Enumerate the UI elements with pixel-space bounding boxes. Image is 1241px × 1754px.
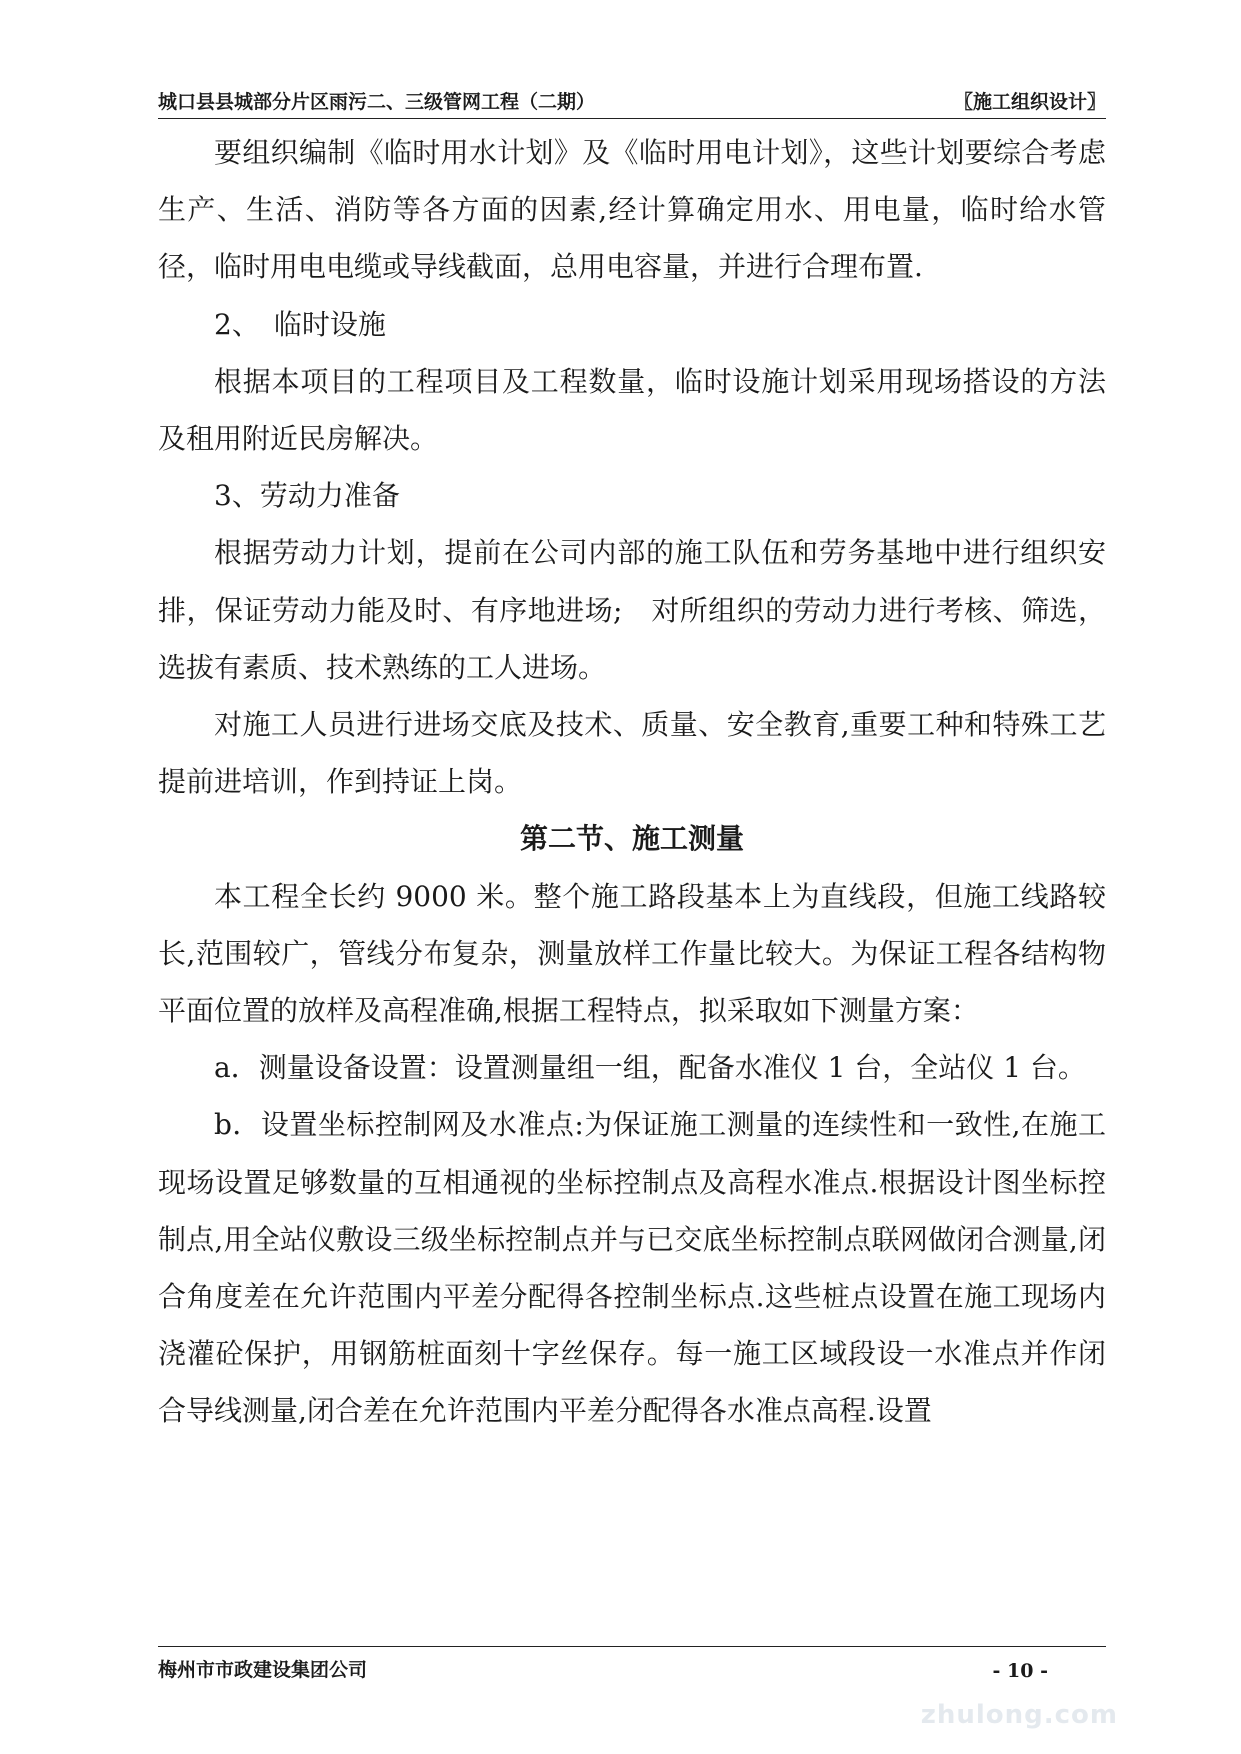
subheading-temporary-facilities: 2、 临时设施 [214,307,386,341]
header-project-title: 城口县县城部分片区雨污二、三级管网工程（二期） [158,91,596,113]
paragraph-control-network: b．设置坐标控制网及水准点:为保证施工测量的连续性和一致性,在施工现场设置足够数量的互相通视的坐标控制点及高程水准点.根据设计图坐标控制点,用全站仪敷设三级坐标控制点并与已交底坐标控制点联网做闭合测量,闭合角度差在允许范围内平差分配得各控制坐标点.这些桩点设置在施工现场内浇灌砼保护，用钢筋桩面刻十字丝保存。每一施工区域段设一水准点并作闭合导线测量,闭合差在允许范围内平差分配得各水准点高程.设置 [158,1108,1106,1428]
document-body [158,124,1106,1440]
paragraph-temporary-facilities: 根据本项目的工程项目及工程数量，临时设施计划采用现场搭设的方法及租用附近民房解决。 [158,364,1106,456]
header-doc-type: 〖施工组织设计〗 [953,91,1106,113]
page-footer [158,1646,1106,1682]
section-title: 第二节、施工测量 [519,822,744,856]
paragraph-project-overview: 本工程全长约 9000 米。整个施工路段基本上为直线段，但施工线路较长,范围较广，管线分布复杂，测量放样工作量比较大。为保证工程各结构物平面位置的放样及高程准确,根据工程特点，拟采取如下测量方案： [158,879,1106,1028]
watermark-logo: zhulong.com [920,1700,1118,1730]
paragraph-training: 对施工人员进行进场交底及技术、质量、安全教育,重要工种和特殊工艺提前进培训，作到持证上岗。 [158,708,1106,799]
footer-company: 梅州市市政建设集团公司 [158,1659,368,1681]
subheading-labor-preparation: 3、劳动力准备 [214,479,400,513]
paragraph-labor-plan: 根据劳动力计划，提前在公司内部的施工队伍和劳务基地中进行组织安排，保证劳动力能及时、有序地进场; 对所组织的劳动力进行考核、筛选，选拔有素质、技术熟练的工人进场。 [158,536,1106,684]
paragraph-water-power-plan: 要组织编制《临时用水计划》及《临时用电计划》，这些计划要综合考虑生产、生活、消防等各方面的因素,经计算确定用水、用电量，临时给水管径，临时用电电缆或导线截面，总用电容量，并进行合理布置. [158,136,1106,284]
page-header [158,84,1106,119]
paragraph-survey-equipment: a．测量设备设置：设置测量组一组，配备水准仪 1 台，全站仪 1 台。 [214,1051,1086,1085]
page-number: - 10 - [992,1660,1048,1682]
